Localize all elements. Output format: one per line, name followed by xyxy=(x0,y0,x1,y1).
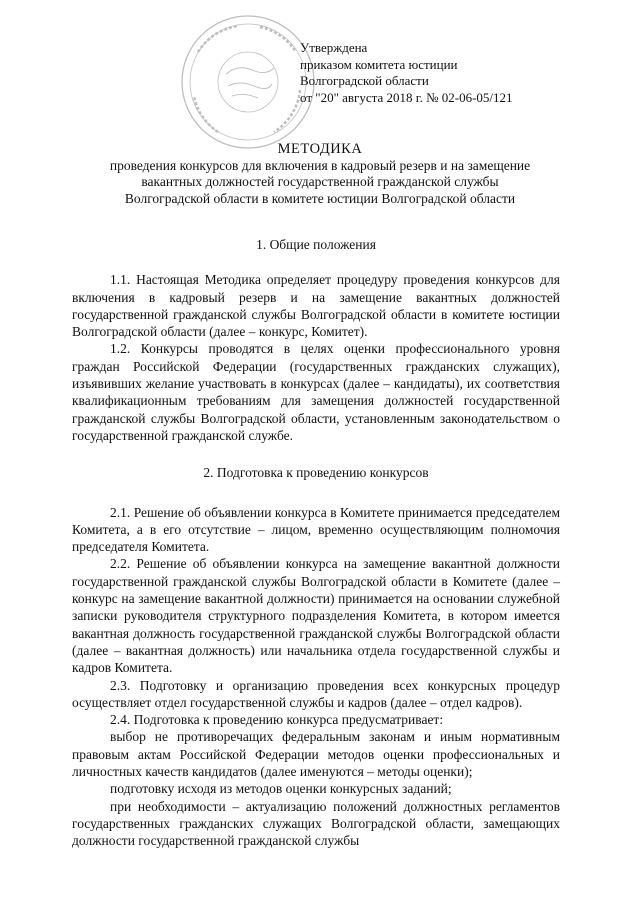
document-body xyxy=(72,236,560,850)
paragraph: 1.2. Конкурсы проводятся в целях оценки профессионального уровня граждан Российской Федерации (государственных гражданских служащих), изъявивших желание участвовать в конкурсах (далее – кандидаты), их соответствия квалификационным требованиям для замещения должностей государственной гражданской службы Волгоградской области, установленным законодательством о государственной гражданской службе. xyxy=(72,341,560,443)
paragraph: 2.1. Решение об объявлении конкурса в Комитете принимается председателем Комитета, а в его отсутствие – лицом, временно осуществляющим полномочия председателя Комитета. xyxy=(72,504,560,555)
approval-line: Утверждена xyxy=(300,40,368,55)
document-title: МЕТОДИКА xyxy=(277,141,363,157)
paragraph: 2.2. Решение об объявлении конкурса на замещение вакантной должности государственной гражданской службы Волгоградской области в Комитете (далее – конкурс на замещение вакантной должности) принимается на основании служебной записки руководителя структурного подразделения Комитета, в котором имеется вакантная должность государственной гражданской службы Волгоградской области (далее – вакантная должность) или начальника отдела государственной службы и кадров Комитета. xyxy=(72,556,560,676)
section-heading: 1. Общие положения xyxy=(256,237,376,252)
paragraph: 2.4. Подготовка к проведению конкурса предусматривает: xyxy=(110,712,444,728)
official-seal-stamp xyxy=(178,12,318,152)
list-item: подготовку исходя из методов оценки конкурсных заданий; xyxy=(110,781,452,797)
approval-line: Волгоградской области xyxy=(300,73,429,88)
document-subtitle-line: Волгоградской области в комитете юстиции Волгоградской области xyxy=(124,190,516,206)
section-heading: 2. Подготовка к проведению конкурсов xyxy=(203,465,429,481)
paragraph: 2.3. Подготовку и организацию проведения всех конкурсных процедур осуществляет отдел государственной службы и кадров (далее – отдел кадров). xyxy=(72,677,560,710)
list-item: при необходимости – актуализацию положений должностных регламентов государственных гражданских служащих Волгоградской области, замещающих должности государственной гражданской службы xyxy=(72,798,560,849)
document-title-block xyxy=(60,141,580,207)
approval-line: от "20" августа 2018 г. № 02-06-05/121 xyxy=(300,89,513,105)
approval-line: приказом комитета юстиции xyxy=(300,56,458,72)
approval-stamp-text xyxy=(300,40,513,106)
document-subtitle-line: проведения конкурсов для включения в кадровый резерв и на замещение xyxy=(109,157,531,173)
document-subtitle-line: вакантных должностей государственной гражданской службы xyxy=(141,174,499,189)
paragraph: 1.1. Настоящая Методика определяет процедуру проведения конкурсов для включения в кадровый резерв и на замещение вакантных должностей государственной гражданской службы Волгоградской области в комитете юстиции Волгоградской области (далее – конкурс, Комитет). xyxy=(72,272,560,340)
list-item: выбор не противоречащих федеральным законам и иным нормативным правовым актам Российской Федерации методов оценки профессиональных и личностных качеств кандидатов (далее именуются – методы оценки); xyxy=(72,729,560,780)
